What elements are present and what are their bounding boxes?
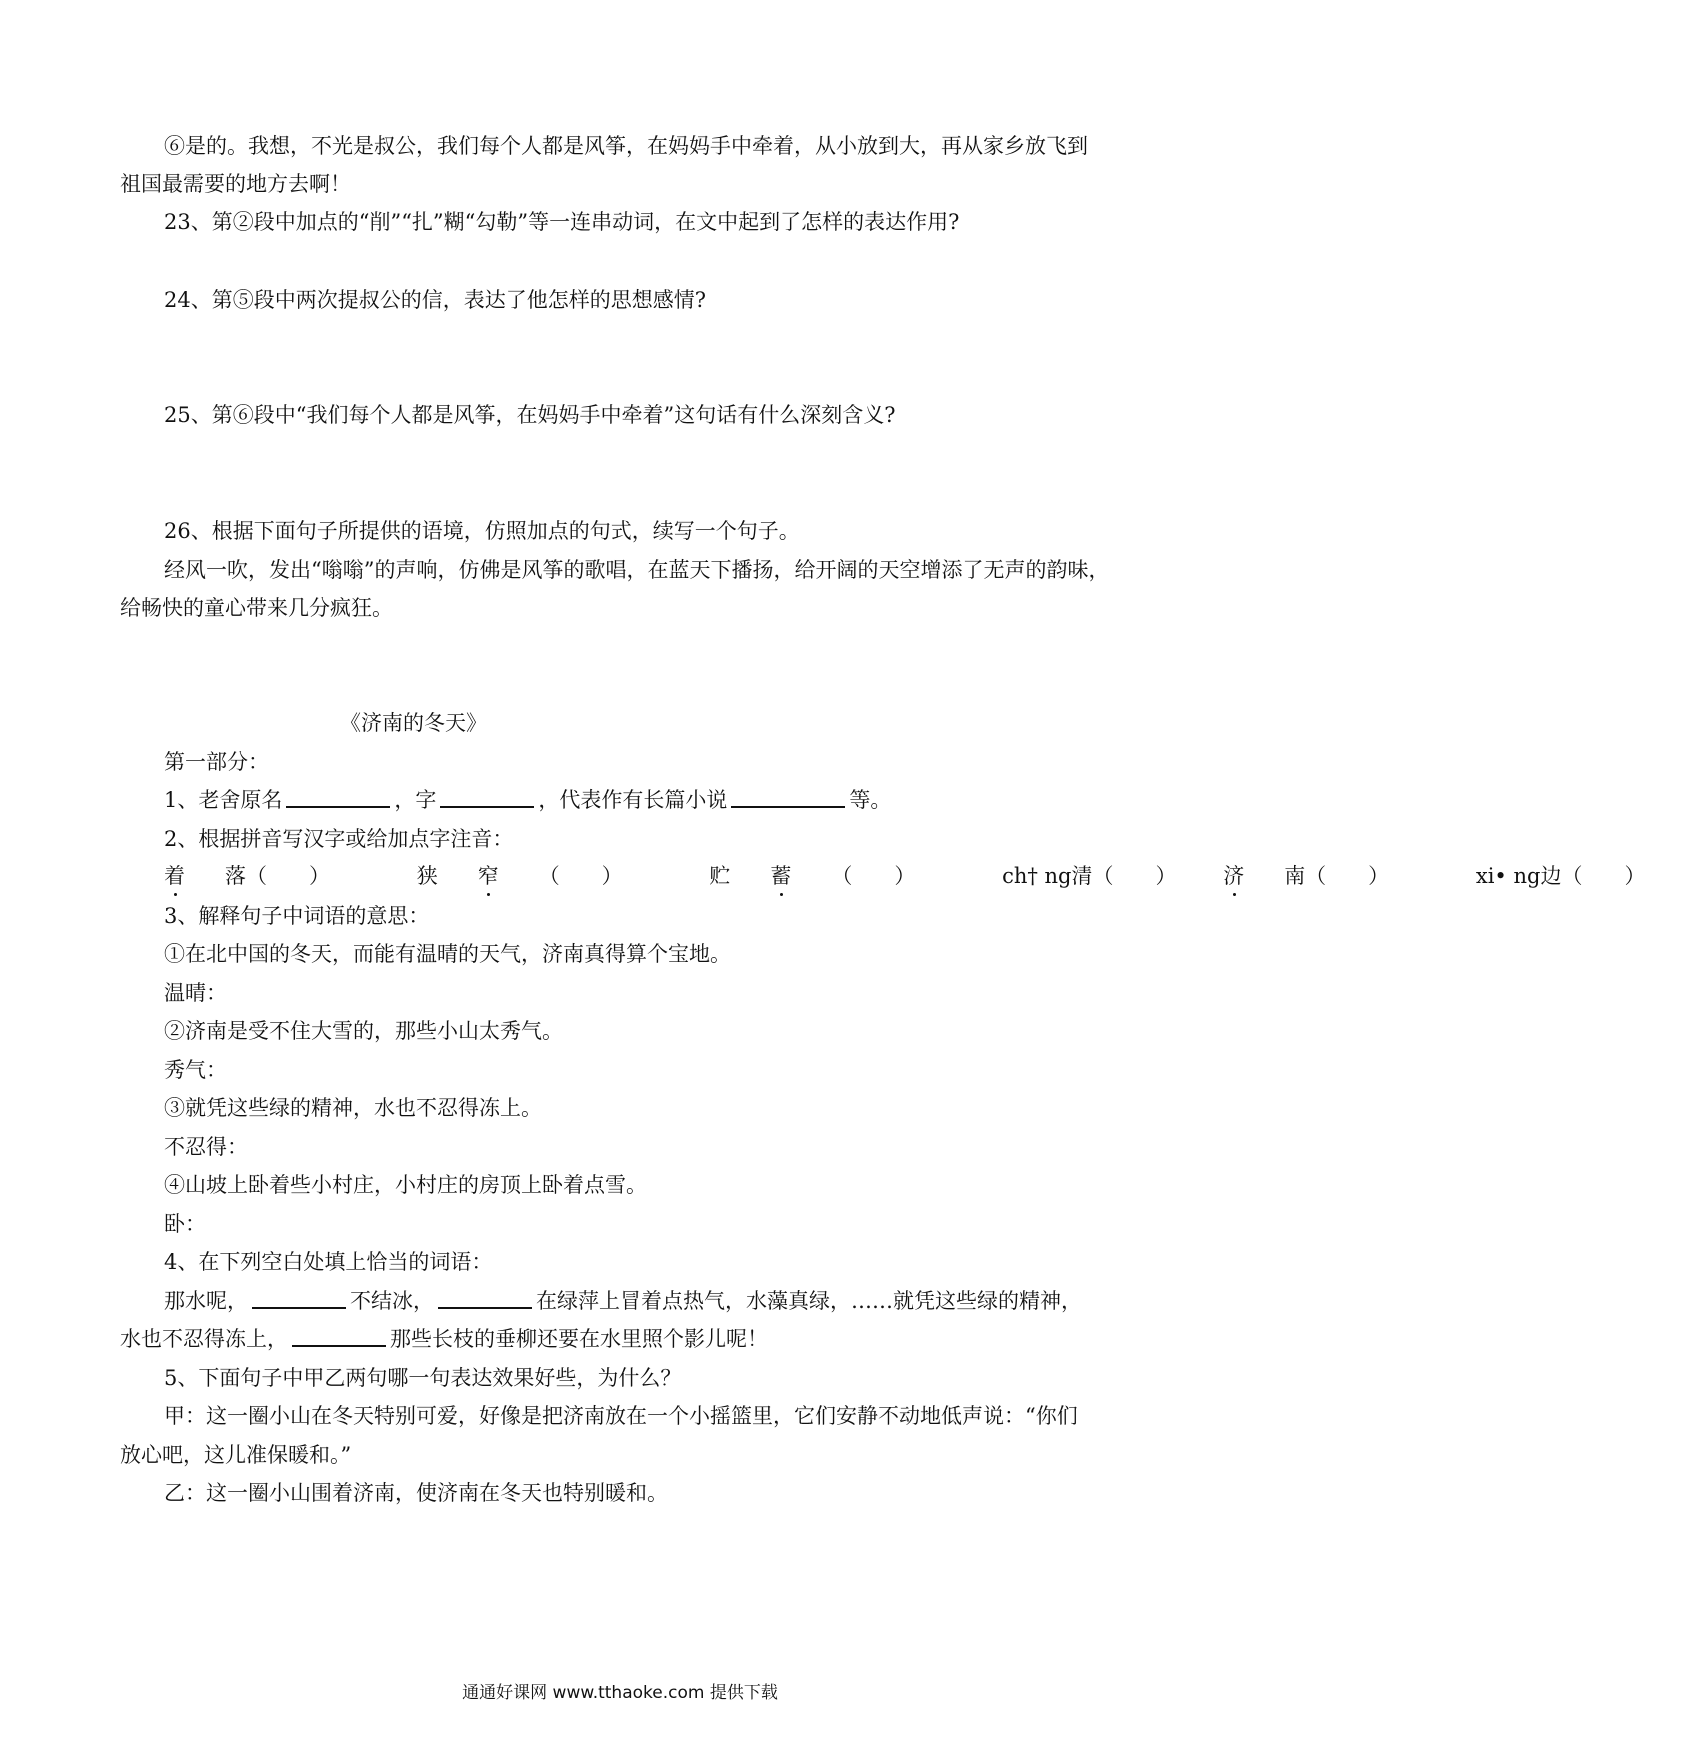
q1-text-b: ，字	[394, 788, 437, 812]
q4-line-2	[120, 1329, 768, 1350]
pinyin-item-5	[1223, 864, 1429, 888]
q5-jia-line2: 放心吧，这儿准保暖和。”	[120, 1443, 352, 1467]
question-23: 23、第②段中加点的“削”“扎”糊“勾勒”等一连串动词，在文中起到了怎样的表达作用?	[164, 210, 960, 234]
question-25: 25、第⑥段中“我们每个人都是风筝，在妈妈手中牵着”这句话有什么深刻含义?	[164, 403, 896, 427]
pinyin-row	[164, 866, 1685, 887]
dotted-char: 着	[164, 864, 185, 888]
q4-text-b: 不结冰，	[350, 1289, 434, 1313]
question-2: 2、根据拼音写汉字或给加点字注音：	[164, 827, 514, 851]
q1-text-c: ，代表作有长篇小说	[538, 788, 728, 812]
pinyin-item-2	[417, 864, 663, 888]
q4-text-d: 水也不忍得冻上，	[120, 1327, 288, 1351]
pinyin-item-6: xi• ng边（ ）	[1475, 864, 1646, 888]
question-26: 26、根据下面句子所提供的语境，仿照加点的句式，续写一个句子。	[164, 519, 800, 543]
char: 狭	[416, 864, 438, 888]
q3-term-2: 秀气：	[164, 1058, 227, 1082]
q3-sentence-4: ④山坡上卧着些小村庄，小村庄的房顶上卧着点雪。	[164, 1173, 647, 1197]
page-footer: 通通好课网 www.tthaoke.com 提供下载	[462, 1683, 778, 1703]
pinyin-item-3	[709, 864, 955, 888]
question-24: 24、第⑤段中两次提叔公的信，表达了他怎样的思想感情?	[164, 288, 706, 312]
q4-text-e: 那些长枝的垂柳还要在水里照个影儿呢！	[390, 1327, 768, 1351]
question-1	[164, 790, 891, 811]
q4-blank-3[interactable]	[292, 1343, 386, 1347]
q3-term-1: 温晴：	[164, 981, 227, 1005]
passage-p6-line2: 祖国最需要的地方去啊！	[120, 172, 351, 196]
q5-yi: 乙：这一圈小山围着济南，使济南在冬天也特别暖和。	[164, 1481, 668, 1505]
q3-term-3: 不忍得：	[164, 1135, 248, 1159]
q4-text-a: 那水呢，	[164, 1289, 248, 1313]
q4-line-1	[164, 1291, 1082, 1312]
q3-sentence-3: ③就凭这些绿的精神，水也不忍得冻上。	[164, 1096, 542, 1120]
blank-novel[interactable]	[731, 804, 845, 808]
q3-sentence-1: ①在北中国的冬天，而能有温晴的天气，济南真得算个宝地。	[164, 942, 731, 966]
pinyin-item-1	[164, 864, 370, 888]
q4-blank-2[interactable]	[438, 1305, 532, 1309]
q3-sentence-2: ②济南是受不住大雪的，那些小山太秀气。	[164, 1019, 563, 1043]
q5-jia-line1: 甲：这一圈小山在冬天特别可爱，好像是把济南放在一个小摇篮里，它们安静不动地低声说：“你们	[164, 1404, 1078, 1428]
dotted-char: 窄	[477, 864, 499, 888]
pinyin-item-3-rest: （ ）	[831, 864, 916, 888]
q3-term-4: 卧：	[164, 1212, 206, 1236]
question-26-example-line2: 给畅快的童心带来几分疯狂。	[120, 596, 393, 620]
blank-courtesy-name[interactable]	[440, 804, 534, 808]
question-26-example-line1: 经风一吹，发出“嗡嗡”的声响，仿佛是风筝的歌唱，在蓝天下播扬，给开阔的天空增添了无声的韵味，	[164, 558, 1110, 582]
question-4: 4、在下列空白处填上恰当的词语：	[164, 1250, 493, 1274]
q1-text-d: 等。	[849, 788, 892, 812]
pinyin-item-5-rest: 南（ ）	[1284, 864, 1390, 888]
q4-blank-1[interactable]	[252, 1305, 346, 1309]
section-part-heading: 第一部分：	[164, 750, 269, 774]
pinyin-item-2-rest: （ ）	[538, 864, 623, 888]
dotted-char: 蓄	[770, 864, 792, 888]
pinyin-item-1-rest: 落（ ）	[225, 864, 330, 888]
char: 贮	[709, 864, 731, 888]
section-title: 《济南的冬天》	[340, 711, 487, 735]
blank-original-name[interactable]	[286, 804, 390, 808]
dotted-char: 济	[1223, 864, 1245, 888]
passage-p6-line1: ⑥是的。我想，不光是叔公，我们每个人都是风筝，在妈妈手中牵着，从小放到大，再从家乡放飞到	[164, 134, 1088, 158]
pinyin-item-4: ch† ng清（ ）	[1002, 864, 1177, 888]
question-5: 5、下面句子中甲乙两句哪一句表达效果好些，为什么？	[164, 1366, 682, 1390]
q1-text-a: 1、老舍原名	[164, 788, 283, 812]
q4-text-c: 在绿萍上冒着点热气，水藻真绿，……就凭这些绿的精神，	[536, 1289, 1082, 1313]
question-3: 3、解释句子中词语的意思：	[164, 904, 430, 928]
